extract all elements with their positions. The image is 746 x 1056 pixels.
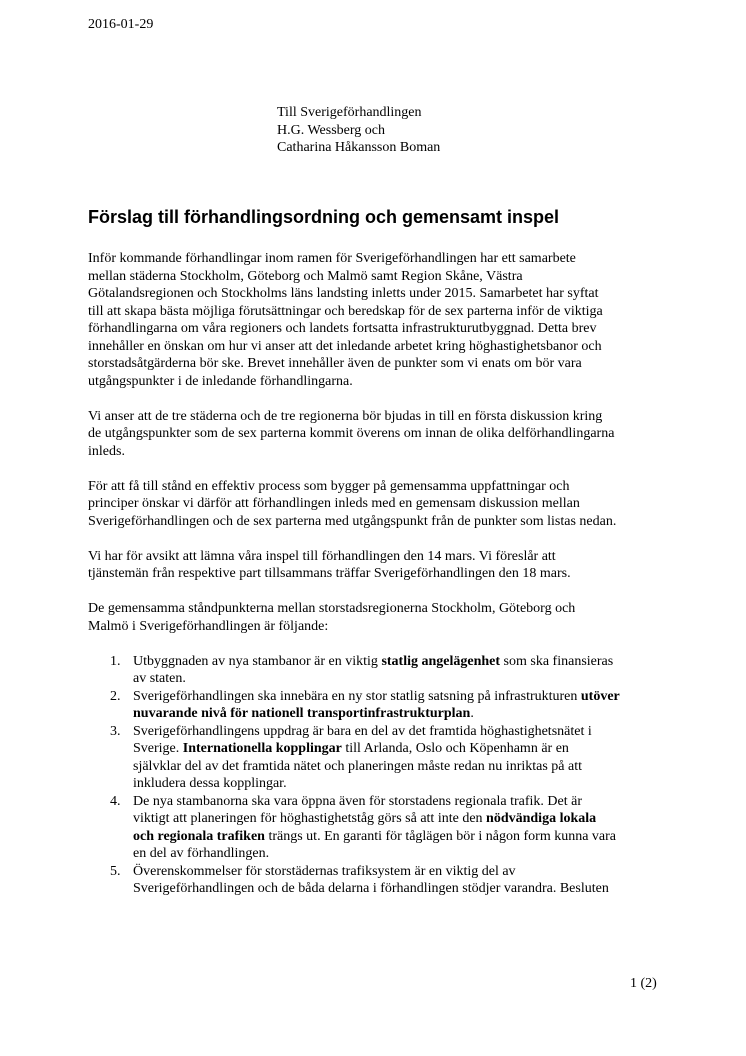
paragraph-line: principer önskar vi därför att förhandlingen inleds med en gemensam diskussion mellan [88,496,580,511]
document-title: Förslag till förhandlingsordning och gemensamt inspel [88,207,560,227]
bold-text: nödvändiga lokala [486,811,597,826]
point-text: en del av förhandlingen. [133,846,270,861]
point-text: självklar del av det framtida nätet och planeringen måste redan nu inriktas på att [133,758,582,774]
point-number: 1. [110,653,121,669]
point-line [133,740,660,758]
point-line [133,688,660,706]
point-line [133,810,660,828]
paragraph-line: Inför kommande förhandlingar inom ramen för Sverigeförhandlingen har ett samarbete [88,251,576,266]
point-text: som ska finansieras [500,653,614,669]
point-text: Sverige. [133,741,183,756]
point-number: 3. [110,723,121,739]
point-text: inkludera dessa kopplingar. [133,776,287,791]
point-line [133,670,660,688]
point-text: Överenskommelser för storstädernas trafiksystem är en viktig del av [133,863,516,879]
point-text: Utbyggnaden av nya stambanor är en viktig [133,653,382,669]
point-line [133,653,660,671]
body-paragraph [88,250,660,390]
body-paragraph [88,548,660,583]
point-line [133,863,660,881]
points-list [88,653,660,898]
bold-text: utöver [580,688,620,704]
point-text: . [470,706,474,721]
point-item [88,688,660,723]
point-number: 4. [110,793,121,809]
document-date: 2016-01-29 [88,17,154,32]
paragraph-line: storstadsåtgärderna bör ske. Brevet innehåller även de punkter som vi enats om bör vara [88,356,582,371]
bold-text: statlig angelägenhet [381,653,501,669]
paragraph-line: inleds. [88,443,125,459]
point-item [88,653,660,688]
point-number: 5. [110,863,121,879]
point-text: Sverigeförhandlingen och de båda delarna i förhandlingen stödjer varandra. Besluten [133,881,609,896]
bold-text: nuvarande nivå för nationell transportinfrastrukturplan [133,706,471,721]
address-line: H.G. Wessberg och [277,122,386,138]
point-line [133,758,660,776]
paragraph-line: Götalandsregionen och Stockholms läns landsting inletts under 2015. Samarbetet har syftat [88,286,599,301]
point-text: av staten. [133,671,186,686]
paragraph-line: De gemensamma ståndpunkterna mellan storstadsregionerna Stockholm, Göteborg och [88,601,576,616]
paragraph-line: tjänstemän från respektive part tillsammans träffar Sverigeförhandlingen den 18 mars. [88,566,571,581]
point-line [133,880,660,898]
paragraph-line: utgångspunkter i de inledande förhandlingarna. [88,373,353,389]
page-number: 1 (2) [630,976,657,991]
point-text: trängs ut. En garanti för tåglägen bör i någon form kunna vara [264,828,617,844]
bold-text: och regionala trafiken [133,828,265,844]
body-paragraph [88,478,660,531]
point-line [133,845,660,863]
point-number: 2. [110,688,121,704]
point-line [133,793,660,811]
body-paragraph [88,408,660,461]
point-text: Sverigeförhandlingens uppdrag är bara en del av det framtida höghastighetsnätet i [133,723,592,739]
address-line: Catharina Håkansson Boman [277,140,441,155]
paragraph-line: förhandlingarna om våra regioners och landets fortsatta infrastrukturutbyggnad. Detta brev [88,321,597,336]
point-line [133,775,660,793]
body-paragraph [88,600,660,635]
paragraph-line: de utgångspunkter som de sex parterna kommit överens om innan de olika delförhandlingarna [88,426,615,441]
bold-text: Internationella kopplingar [182,741,342,756]
point-line [133,705,660,723]
point-text: viktigt att planeringen för höghastighetståg görs så att inte den [133,811,487,826]
point-item [88,723,660,793]
paragraph-line: mellan städerna Stockholm, Göteborg och Malmö samt Region Skåne, Västra [88,268,523,284]
point-item [88,793,660,863]
point-item [88,863,660,898]
address-line: Till Sverigeförhandlingen [277,105,422,120]
paragraph-line: Vi anser att de tre städerna och de tre regionerna bör bjudas in till en första diskussion kring [88,408,603,424]
paragraph-line: Vi har för avsikt att lämna våra inspel till förhandlingen den 14 mars. Vi föreslår att [88,548,556,564]
paragraphs [88,250,660,635]
recipient-address [277,104,440,157]
point-text: De nya stambanorna ska vara öppna även för storstadens regionala trafik. Det är [133,793,582,809]
point-text: Sverigeförhandlingen ska innebära en ny stor statlig satsning på infrastrukturen [133,688,581,704]
paragraph-line: Malmö i Sverigeförhandlingen är följande: [88,618,329,634]
point-line [133,828,660,846]
point-line [133,723,660,741]
document-body [88,250,660,898]
paragraph-line: till att skapa bästa möjliga förutsättningar och beredskap för de sex parterna inför de viktiga [88,303,603,319]
paragraph-line: innehåller en önskan om hur vi anser att det inledande arbetet kring höghastighetsbanor och [88,338,602,354]
paragraph-line: För att få till stånd en effektiv process som bygger på gemensamma uppfattningar och [88,478,570,494]
paragraph-line: Sverigeförhandlingen och de sex parterna med utgångspunkt från de punkter som listas nedan. [88,513,617,529]
point-text: till Arlanda, Oslo och Köpenhamn är en [341,741,569,756]
